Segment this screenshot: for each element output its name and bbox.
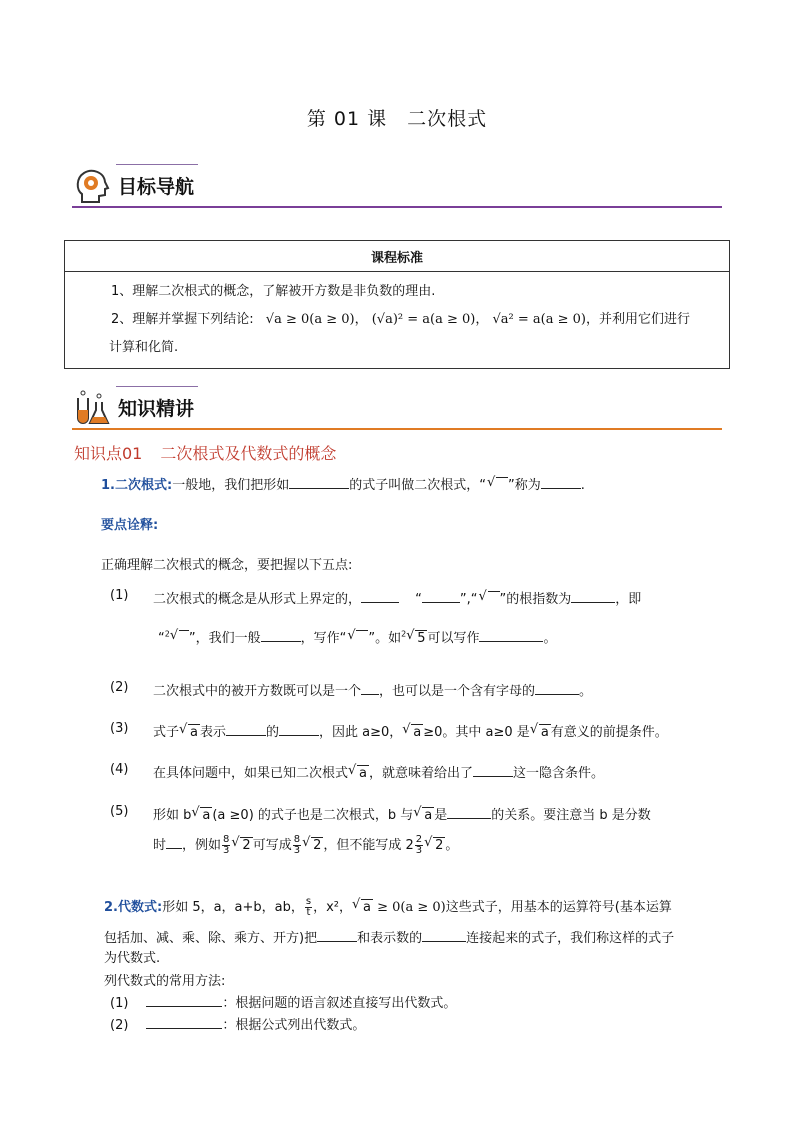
head-gear-icon <box>72 166 112 206</box>
point-5-number: (5) <box>110 804 129 819</box>
knowledge-point-title <box>74 441 354 464</box>
methods-heading: 列代数式的常用方法: <box>104 974 226 989</box>
section-underline <box>72 206 722 208</box>
def1-label: 1.二次根式: <box>101 478 173 493</box>
formula-1: √a ≥ 0(a ≥ 0) <box>265 312 355 327</box>
method-1: (1) ：根据问题的语言叙述直接写出代数式。 <box>110 996 457 1011</box>
radical-sign <box>488 591 500 607</box>
lab-flask-icon <box>72 388 112 428</box>
key-points-heading: 要点诠释: <box>101 518 159 533</box>
point-5-line-1: 形如 b√ a (a ≥0) 的式子也是二次根式，b 与√ a 是 的关系。要注意当 b 是分数 <box>153 804 651 823</box>
point-4-text: 在具体问题中，如果已知二次根式√ a ，就意味着给出了 这一隐含条件。 <box>153 762 604 781</box>
standard-item-2-cont: 计算和化简. <box>109 340 179 355</box>
method-2: (2) ：根据公式列出代数式。 <box>110 1018 366 1033</box>
standard-item-2: 2、理解并掌握下列结论: √a ≥ 0(a ≥ 0)， (√a)² = a(a ≥ 0)， √a² = a(a ≥ 0)，并利用它们进行 <box>111 312 690 327</box>
section-underline <box>72 428 722 430</box>
standards-header: 课程标准 <box>65 241 730 272</box>
header-top-rule <box>116 164 198 165</box>
definition-1: 1.二次根式:一般地，我们把形如 的式子叫做二次根式，“√ ”称为 . <box>101 474 585 493</box>
point-1-number: (1) <box>110 588 129 603</box>
point-2-text: 二次根式中的被开方数既可以是一个 ，也可以是一个含有字母的 。 <box>153 684 593 699</box>
standards-body <box>65 272 730 369</box>
point-2-number: (2) <box>110 680 129 695</box>
point-1-line-2: “$^2$√ ”，我们一般 ，写作“√ ”。如$^2$√ 5 可以写作 。 <box>158 627 557 646</box>
course-standards-table <box>64 240 730 369</box>
section-header-goals <box>72 166 722 208</box>
point-3-text: 式子√ a 表示 的 ，因此 a≥0，√ a ≥0。其中 a≥0 是√ a 有意义的前提条件。 <box>153 721 668 740</box>
definition-2-line-3: 为代数式. <box>104 951 161 966</box>
section-label: 目标导航 <box>118 176 195 198</box>
page-title: 第 01 课 二次根式 <box>306 108 488 130</box>
kp-name: 二次根式及代数式的概念 <box>160 444 337 463</box>
section-label: 知识精讲 <box>118 398 195 420</box>
blank <box>541 476 581 489</box>
kp-number: 知识点01 <box>74 444 143 463</box>
section-header-knowledge <box>72 388 722 430</box>
point-1-line-1: 二次根式的概念是从形式上界定的， “ ”,“√ ”的根指数为 ，即 <box>153 588 641 607</box>
point-3-number: (3) <box>110 721 129 736</box>
definition-2-line-1: 2.代数式:形如 5，a，a+b，ab， $\frac{s}{t}$ ，x²，√ a ≥ 0(a ≥ 0)这些式子，用基本的运算符号(基本运算 <box>104 896 672 918</box>
point-5-line-2: 时 ，例如 $\frac{8}{3}$ √ 2 可写成 $\frac{8}{3}$ √ 2 ，但不能写成 2 $\frac{2}{3}$ √ 2 。 <box>153 834 458 856</box>
standard-item-1: 1、理解二次根式的概念，了解被开方数是非负数的理由. <box>111 284 436 299</box>
formula-2: (√a)² = a(a ≥ 0) <box>371 312 476 327</box>
point-4-number: (4) <box>110 762 129 777</box>
radical-sign <box>496 477 508 493</box>
formula-3: √a² = a(a ≥ 0) <box>492 312 586 327</box>
def2-label: 2.代数式: <box>104 900 163 915</box>
blank <box>289 476 349 489</box>
header-top-rule <box>116 386 198 387</box>
key-points-intro: 正确理解二次根式的概念，要把握以下五点: <box>101 558 353 573</box>
definition-2-line-2: 包括加、减、乘、除、乘方、开方)把 和表示数的 连接起来的式子，我们称这样的式子 <box>104 931 675 946</box>
